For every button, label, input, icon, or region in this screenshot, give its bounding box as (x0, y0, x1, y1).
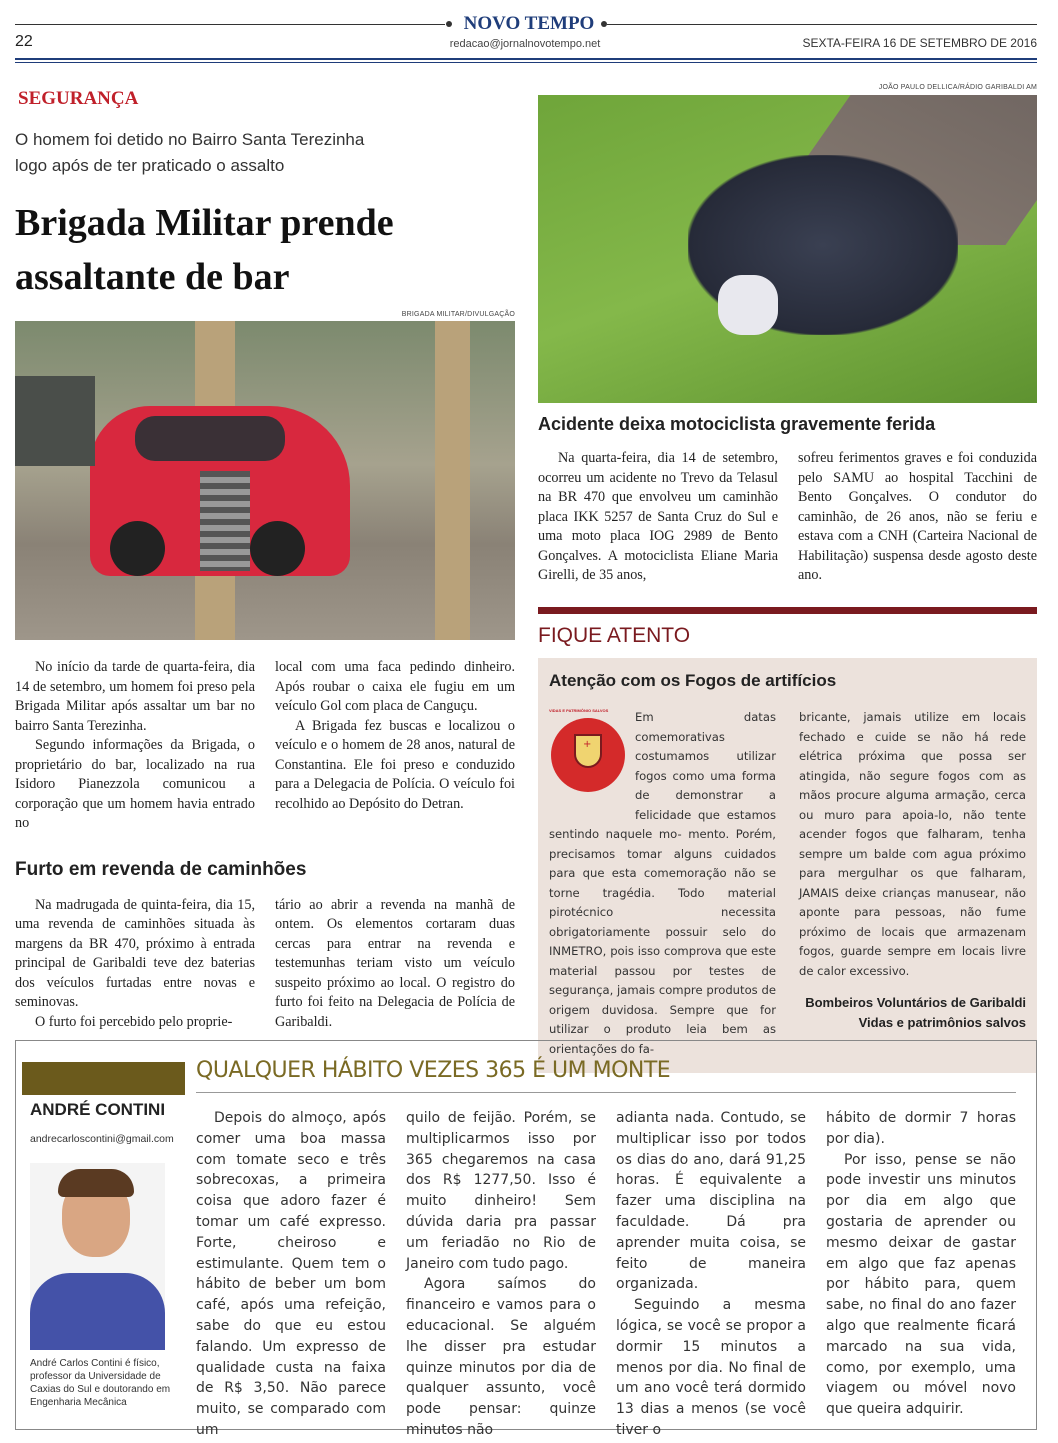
car-photo (15, 321, 515, 640)
author-photo (30, 1163, 165, 1350)
paragraph: No início da tarde de quarta-feira, dia 14 de setembro, um homem foi preso pela Brigada Militar após assaltar um bar no bairro Santa Terezinha. (15, 659, 255, 734)
author-bio: André Carlos Contini é físico, professor da Universidade de Caxias do Sul e doutorando em Engenharia Mecânica (30, 1358, 171, 1408)
accident-col2 (798, 449, 1037, 586)
paragraph: Na madrugada de quinta-feira, dia 15, uma revenda de caminhões situada às margens da BR 470, próximo à entrada principal de Garibaldi teve dez baterias dos veículos furtadas entre novas e seminovas. (15, 896, 255, 1010)
furto-col2 (275, 896, 515, 1033)
column-col1 (196, 1108, 386, 1441)
page-number: 22 (15, 33, 33, 50)
accident-headline: Acidente deixa motociclista gravemente ferida (538, 414, 936, 434)
paragraph: local com uma faca pedindo dinheiro. Após roubar o caixa ele fugiu em um veículo Gol com placa de Canguçu. (275, 659, 515, 714)
bombeiros-logo: VIDAS E PATRIMÔNIO SALVOS + (549, 708, 631, 820)
fique-col1 (549, 708, 776, 1059)
paragraph: adianta nada. Contudo, se multiplicar isso por todos os dias do ano, dará 91,25 horas. É equivalente a fazer uma disciplina na faculdade. Dá pra aprender muita coisa, se feito de maneira organizada. (616, 1110, 806, 1293)
signature-line: Bombeiros Voluntários de Garibaldi (805, 995, 1026, 1010)
photo-credit: JOÃO PAULO DELLICA/RÁDIO GARIBALDI AM (878, 84, 1037, 91)
fique-atento-box (538, 658, 1037, 1073)
fique-atento-label: FIQUE ATENTO (538, 624, 691, 647)
accident-col1 (538, 449, 778, 586)
furto-headline: Furto em revenda de caminhões (15, 858, 307, 880)
fique-col1-rest: mento. Porém, precisamos tomar alguns cuidados para que esta comemoração não se torne tragédia. Todo material pirotécnico necessita obrigatoriamente possuir selo do INMETRO, pois isso comprova que este material passou por testes de segurança, jamais compre produtos de origem duvidosa. Sempre que for utilizar o produto leia bem as orientações do fa- (549, 827, 776, 1056)
section-label: SEGURANÇA (18, 88, 139, 109)
paper-name: NOVO TEMPO (463, 13, 595, 34)
paragraph: Por isso, pense se não pode investir uns minutos por dia em algo que gostaria de aprender ou mesmo deixar de gastar em algo que faz apenas por hábito para, quem sabe, no final do ano fazer algo que realmente ficará marcado na sua vida, como, por exemplo, uma viagem ou móvel novo que queira adquirir. (826, 1151, 1016, 1418)
headline-line: Brigada Militar prende (15, 202, 394, 244)
headline-line: assaltante de bar (15, 256, 290, 298)
main-article-body (15, 658, 515, 834)
header-email[interactable]: redacao@jornalnovotempo.net (449, 38, 601, 50)
column-col4 (826, 1108, 1016, 1420)
paragraph: A Brigada fez buscas e localizou o veículo e o homem de 28 anos, natural de Constantina. Ele foi preso e conduzido para a Delegacia de Polícia. O veículo foi recolhido ao Depósito do Detran. (275, 717, 515, 812)
paragraph: Depois do almoço, após comer uma boa massa com tomate seco e três sobrecoxas, a primeira coisa que adoro fazer é tomar um café expresso. Forte, cheiroso e estimulante. Quem tem o hábito de beber um bom café, após uma refeição, sabe do que eu estou falando. Um expresso de qualidade custa na faixa de R$ 3,50. Não parece muito, se comparado com um (196, 1110, 386, 1438)
furto-col1 (15, 896, 255, 1033)
fique-col1-intro: Em datas comemorativas costumamos utilizar fogos como uma forma de demonstrar a felicidade que estamos sentindo naquele mo- (549, 710, 776, 841)
photo-credit: BRIGADA MILITAR/DIVULGAÇÃO (401, 311, 515, 318)
subtitle-line: logo após de ter praticado o assalto (15, 156, 285, 175)
paragraph: quilo de feijão. Porém, se multiplicarmos isso por 365 chegaremos na casa dos R$ 1277,50. Isso é muito dinheiro! Sem dúvida daria pra passar um feriadão no Rio de Janeiro com tudo pago. (406, 1110, 596, 1272)
headline (15, 196, 394, 304)
fique-col2: bricante, jamais utilize em locais fechado e cuide se não há rede elétrica próxima que possa ser atingida, não segure fogos com as mãos procure alguma armação, cerca ou muro para apoia-lo, não tente acender fogos que falharam, tenha sempre um balde com agua próximo para mergulhar os que falharam, JAMAIS deixe crianças manusear, não aponte para pessoas, não fume próximo de locais que armazenam fogos, guarde sempre em locais livre de calor excessivo. (799, 710, 1026, 978)
article-subtitle (15, 127, 364, 179)
column-title: QUALQUER HÁBITO VEZES 365 É UM MONTE (196, 1058, 671, 1083)
left-text-flow (15, 658, 515, 1032)
column-author-bar (22, 1062, 185, 1095)
furto-body (15, 896, 515, 1033)
signature-line: Vidas e patrimônios salvos (858, 1015, 1026, 1030)
logo-text: VIDAS E PATRIMÔNIO SALVOS (549, 708, 609, 713)
column-col2 (406, 1108, 596, 1441)
column-email[interactable]: andrecarloscontini@gmail.com (30, 1133, 174, 1145)
main-article-col2 (275, 658, 515, 834)
paragraph: Na quarta-feira, dia 14 de setembro, ocorreu um acidente no Trevo da Telasul na BR 470 que envolveu um caminhão placa IKK 5257 de Santa Cruz do Sul e uma moto placa IOG 2989 de Bento Gonçalves. A motociclista Eliane Maria Girelli, de 35 anos, (538, 450, 778, 583)
paragraph: hábito de dormir 7 horas por dia). (826, 1110, 1016, 1147)
column-author: ANDRÉ CONTINI (30, 1100, 166, 1119)
main-article-col1 (15, 658, 255, 834)
motorcycle-photo (538, 95, 1037, 403)
fique-signature (799, 993, 1026, 1033)
header-date: SEXTA-FEIRA 16 DE SETEMBRO DE 2016 (802, 36, 1037, 50)
paragraph: Seguindo a mesma lógica, se você se propor a dormir 15 minutos a menos por dia. No final de um ano você terá dormido 13 dias a menos (se você tiver o (616, 1297, 806, 1438)
accident-body (538, 449, 1037, 586)
fique-body (549, 708, 1026, 1059)
column-col3 (616, 1108, 806, 1441)
paragraph: Agora saímos do financeiro e vamos para o educacional. Se alguém lhe disser pra estudar quinze minutos por dia de qualquer assunto, você pode pensar: quinze minutos não (406, 1276, 596, 1438)
fique-col2-wrap (799, 708, 1026, 1059)
paragraph: O furto foi percebido pelo proprie- (35, 1013, 233, 1030)
paragraph: tário ao abrir a revenda na manhã de ontem. Os elementos cortaram duas cercas para entrar na revenda e testemunhas teriam visto um veículo suspeito próximo ao local. O registro do furto foi feito na Delegacia de Polícia de Garibaldi. (275, 896, 515, 1030)
fique-headline: Atenção com os Fogos de artifícios (549, 671, 837, 690)
paragraph: sofreu ferimentos graves e foi conduzida pelo SAMU ao hospital Tacchini de Bento Gonçalves. O condutor do caminhão, de 26 anos, não se feriu e estava com a CNH (Carteira Nacional de Habilitação) suspensa desde agosto deste ano. (798, 450, 1037, 583)
subtitle-line: O homem foi detido no Bairro Santa Terezinha (15, 130, 365, 149)
paragraph: Segundo informações da Brigada, o proprietário do bar, localizado na rua Isidoro Pianezzola comunicou a corporação que um homem havia entrado no (15, 737, 255, 831)
